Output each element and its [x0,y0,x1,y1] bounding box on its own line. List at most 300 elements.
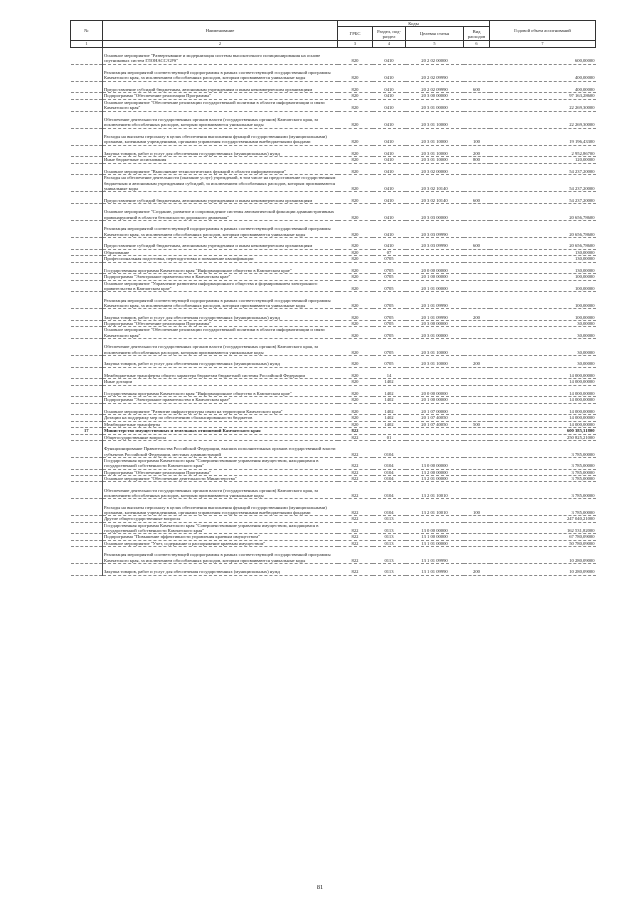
row-section: 0705 [373,309,406,321]
row-number [71,175,103,192]
row-kind [464,111,490,128]
row-number [71,356,103,368]
row-section: 0705 [373,339,406,356]
row-kind: 200 [464,309,490,321]
row-number [71,499,103,516]
row-amount: 2 952,86700 [490,145,596,157]
row-amount: 97 163,28600 [490,93,596,99]
row-article: 20 1 01 00000 [406,280,464,292]
row-number [71,99,103,111]
table-row [71,280,596,292]
row-section: 01 [373,434,406,440]
row-name: Расходы на выплаты персоналу в целях обеспечения выполнения функций государственными (муниципальными) органами, казенными учреждениями, органами управления государственными внебюджетными фондами [103,128,338,145]
row-amount: 130,00000 [490,262,596,274]
table-row [71,403,596,415]
row-number [71,163,103,175]
row-amount: 19 196,43300 [490,128,596,145]
row-name: Государственная программа Камчатского края "Информационное общество в Камчатском крае" [103,385,338,397]
row-name: Предоставление субсидий бюджетным, автономным учреждениям и иным некоммерческим организациям [103,192,338,204]
row-grbs: 820 [338,47,373,64]
table-row [71,163,596,175]
row-amount: 20 656,78600 [490,204,596,221]
row-article: 20 1 00 00000 [406,397,464,403]
row-amount: 600,00000 [490,47,596,64]
row-amount: 22 269,30000 [490,99,596,111]
row-article: 20 2 02 09990 [406,64,464,81]
row-kind [464,522,490,534]
row-name: Реализация мероприятий соответствующей подпрограммы в рамках соответствующей государственной программы Камчатского края, за исключением обособленных расходов, которым присваиваются уникальные коды [103,292,338,309]
table-row [71,367,596,379]
row-section: 0104 [373,482,406,499]
row-name: Образование [103,249,338,255]
row-section: 0113 [373,564,406,576]
row-amount: 3 785,00000 [490,469,596,475]
row-number [71,457,103,469]
row-grbs: 822 [338,457,373,469]
row-amount: 100,00000 [490,292,596,309]
row-article: 20 1 07 40050 [406,421,464,427]
row-kind [464,547,490,564]
row-article: 20 1 07 40050 [406,415,464,421]
row-section: 0410 [373,192,406,204]
row-grbs: 820 [338,64,373,81]
row-amount: 400,00000 [490,81,596,93]
row-section: 0705 [373,292,406,309]
row-amount: 250 825,21000 [490,434,596,440]
row-name: Основное мероприятие "Создание, развитие и сопровождение системы автоматической фиксации административных правонарушений в области безопасности дорожного движения" [103,204,338,221]
row-article: 20 1 07 00000 [406,403,464,415]
row-amount: 3 785,00000 [490,440,596,457]
row-article: 20 3 01 10000 [406,356,464,368]
row-article: 20 3 01 00000 [406,99,464,111]
row-grbs: 822 [338,499,373,516]
row-grbs: 822 [338,482,373,499]
row-kind [464,221,490,238]
header-codes: Коды [338,21,490,27]
row-section: 0113 [373,516,406,522]
row-amount: 20 656,78600 [490,238,596,250]
row-amount: 14 000,00000 [490,415,596,421]
row-kind [464,262,490,274]
row-number [71,81,103,93]
table-row [71,64,596,81]
row-grbs: 820 [338,128,373,145]
row-name: Иные бюджетные ассигнования [103,157,338,163]
row-section: 0410 [373,47,406,64]
row-kind [464,292,490,309]
row-grbs: 822 [338,440,373,457]
row-article: 20 3 01 10000 [406,157,464,163]
row-amount: 30,00000 [490,320,596,326]
row-grbs: 822 [338,469,373,475]
row-name: Функционирование Правительства Российской Федерации, высших исполнительных органов государственной власти субъектов Российской Федерации, местных администраций [103,440,338,457]
row-grbs: 820 [338,111,373,128]
row-kind [464,47,490,64]
row-amount: 14 000,00000 [490,385,596,397]
table-row [71,309,596,321]
row-name: Основное мероприятие "Управление развитием информационного общества и формированием электронного правительства в Камчатском крае" [103,280,338,292]
row-section: 14 [373,367,406,379]
row-kind: 600 [464,81,490,93]
row-number [71,204,103,221]
row-grbs: 820 [338,262,373,274]
row-grbs: 820 [338,367,373,379]
row-kind [464,385,490,397]
row-number [71,564,103,576]
row-article: 20 3 03 09990 [406,238,464,250]
row-section: 0410 [373,175,406,192]
header-grbs: ГРБС [338,27,373,41]
row-kind: 500 [464,421,490,427]
row-number [71,221,103,238]
row-grbs: 820 [338,93,373,99]
row-amount: 400,00000 [490,64,596,81]
header-num: № [71,21,103,41]
row-section: 0705 [373,262,406,274]
row-grbs: 820 [338,81,373,93]
row-article [406,367,464,379]
row-amount: 20 656,78600 [490,221,596,238]
row-section: 0104 [373,440,406,457]
row-grbs: 820 [338,327,373,339]
row-name: Основное мероприятие "Развертывание и модернизация системы высокоточного позиционирования на основе спутниковых систем ГЛОНАСС/GPS" [103,47,338,64]
row-kind [464,440,490,457]
col-number: 7 [490,41,596,47]
row-amount: 3 785,00000 [490,457,596,469]
row-name: Подпрограмма "Обеспечение реализации Программы" [103,93,338,99]
row-grbs: 820 [338,397,373,403]
row-grbs: 820 [338,157,373,163]
row-kind: 200 [464,356,490,368]
row-section: 0705 [373,274,406,280]
row-kind [464,99,490,111]
table-row [71,292,596,309]
row-name: Реализация мероприятий соответствующей подпрограммы в рамках соответствующей государственной программы Камчатского края, за исключением обособленных расходов, которым присваиваются уникальные коды [103,221,338,238]
row-grbs: 820 [338,309,373,321]
row-name: Государственная программа Камчатского края "Информационное общество в Камчатском крае" [103,262,338,274]
row-amount: 50 780,09000 [490,540,596,546]
row-name: Министерство имущественных и земельных отношений Камчатского края [103,428,338,434]
row-name: Иные дотации [103,379,338,385]
row-name: Подпрограмма "Повышение эффективности управления краевым имуществом" [103,534,338,540]
row-amount: 14 000,00000 [490,379,596,385]
row-grbs: 822 [338,434,373,440]
row-article: 13 2 01 10010 [406,499,464,516]
table-row [71,238,596,250]
row-name: Подпрограмма "Обеспечение реализации Программы" [103,320,338,326]
row-name: Основное мероприятие "Учет, содержание и распоряжение краевым имуществом" [103,540,338,546]
row-section: 1402 [373,385,406,397]
row-section: 0705 [373,256,406,262]
row-section: 0104 [373,499,406,516]
row-grbs: 822 [338,475,373,481]
row-name: Подпрограмма "Обеспечение реализации Программы" [103,469,338,475]
row-section: 1402 [373,415,406,421]
row-name: Подпрограмма "Электронное правительство в Камчатском крае" [103,397,338,403]
table-row [71,327,596,339]
row-name: Обеспечение деятельности государственных органов власти (государственных органов) Камчатского края, за исключением обособленных расходов, которым присваиваются уникальные коды [103,111,338,128]
col-number: 6 [464,41,490,47]
row-article: 13 1 00 00000 [406,534,464,540]
row-section: 1402 [373,421,406,427]
row-amount: 54 237,20000 [490,192,596,204]
table-row [71,175,596,192]
row-section: 0410 [373,204,406,221]
row-number [71,522,103,534]
table-row [71,99,596,111]
row-section: 0410 [373,128,406,145]
row-amount: 67 780,09000 [490,534,596,540]
header-section: Раздел, под-раздел [373,27,406,41]
row-name: Расходы на обеспечение деятельности (оказание услуг) учреждений, в том числе на предоставление государственным бюджетным и автономным учреждениям субсидий, за исключением обособленных расходов, которым присваиваются уникальные коды [103,175,338,192]
row-article: 20 3 03 09990 [406,221,464,238]
row-kind [464,64,490,81]
row-grbs: 820 [338,204,373,221]
row-grbs: 820 [338,379,373,385]
row-kind: 600 [464,238,490,250]
row-kind: 800 [464,157,490,163]
row-name: Закупка товаров, работ и услуг для обеспечения государственных (муниципальных) нужд [103,145,338,157]
row-name: Межбюджетные трансферты [103,421,338,427]
row-grbs: 822 [338,547,373,564]
row-section: 0410 [373,221,406,238]
row-kind: 100 [464,128,490,145]
row-number [71,339,103,356]
table-row [71,47,596,64]
row-grbs: 822 [338,516,373,522]
row-grbs: 820 [338,221,373,238]
row-amount: 14 000,00000 [490,367,596,379]
row-number [71,64,103,81]
row-section: 0705 [373,280,406,292]
row-grbs: 820 [338,145,373,157]
page-number: 81 [316,884,324,891]
table-row [71,204,596,221]
header-name: Наименование [103,21,338,41]
row-article: 13 0 00 00000 [406,522,464,534]
row-section: 0113 [373,540,406,546]
row-number [71,327,103,339]
row-name: Общегосударственные вопросы [103,434,338,440]
row-section: 0410 [373,93,406,99]
table-row [71,81,596,93]
row-article: 20 3 01 10000 [406,128,464,145]
row-article: 20 3 01 10000 [406,111,464,128]
row-amount: 100,00000 [490,274,596,280]
row-number [71,547,103,564]
row-amount: 54 237,20000 [490,175,596,192]
col-number: 2 [103,41,338,47]
row-section: 07 [373,249,406,255]
row-section: 0104 [373,457,406,469]
row-amount: 100,00000 [490,280,596,292]
row-section: 0113 [373,522,406,534]
row-article: 20 3 02 00000 [406,163,464,175]
row-article: 20 1 01 09990 [406,292,464,309]
row-number [71,192,103,204]
row-kind [464,204,490,221]
row-amount: 100,00000 [490,309,596,321]
row-grbs: 820 [338,320,373,326]
row-article: 20 3 02 10140 [406,175,464,192]
row-name: Закупка товаров, работ и услуг для обеспечения государственных (муниципальных) нужд [103,356,338,368]
row-name: Межбюджетные трансферты общего характера бюджетам бюджетной системы Российской Федерации [103,367,338,379]
row-grbs: 820 [338,280,373,292]
row-amount: 30,00000 [490,339,596,356]
row-grbs: 822 [338,540,373,546]
row-kind [464,367,490,379]
col-number: 4 [373,41,406,47]
row-amount: 3 785,00000 [490,482,596,499]
row-amount: 120,00000 [490,157,596,163]
row-kind [464,403,490,415]
table-row [71,262,596,274]
row-name: Обеспечение деятельности государственных органов власти (государственных органов) Камчатского края, за исключением обособленных расходов, которым присваиваются уникальные коды [103,339,338,356]
row-amount: 10 280,09000 [490,564,596,576]
col-number: 5 [406,41,464,47]
row-number [71,111,103,128]
row-kind [464,163,490,175]
row-amount: 130,00000 [490,256,596,262]
row-kind [464,327,490,339]
row-amount: 10 280,09000 [490,547,596,564]
row-name: Другие общегосударственные вопросы [103,516,338,522]
table-row [71,522,596,534]
table-row [71,145,596,157]
row-kind: 200 [464,564,490,576]
row-number [71,47,103,64]
table-row [71,339,596,356]
row-section: 0113 [373,534,406,540]
row-number [71,262,103,274]
row-number: 17 [71,428,103,434]
row-section: 1402 [373,397,406,403]
row-article: 20 0 00 00000 [406,262,464,274]
row-amount: 162 531,82000 [490,522,596,534]
row-number [71,403,103,415]
row-name: Расходы на выплаты персоналу в целях обеспечения выполнения функций государственными (муниципальными) органами, казенными учреждениями, органами управления государственными внебюджетными фондами [103,499,338,516]
row-article: 20 3 03 00000 [406,204,464,221]
row-name: Реализация мероприятий соответствующей подпрограммы в рамках соответствующей государственной программы Камчатского края, за исключением обособленных расходов, которым присваиваются уникальные коды [103,64,338,81]
row-number [71,238,103,250]
row-section: 0104 [373,469,406,475]
row-grbs: 820 [338,175,373,192]
row-name: Профессиональная подготовка, переподготовка и повышение квалификации [103,256,338,262]
row-section: 0410 [373,64,406,81]
row-section: 1402 [373,379,406,385]
row-grbs: 822 [338,534,373,540]
table-row [71,547,596,564]
row-article: 13 1 01 09990 [406,547,464,564]
row-name: Дотации на поддержку мер по обеспечению сбалансированности бюджетов [103,415,338,421]
row-number [71,385,103,397]
row-grbs: 822 [338,564,373,576]
row-name: Государственная программа Камчатского края "Совершенствование управления имуществом, находящимся в государственной собственности Камчатского края" [103,522,338,534]
row-amount: 3 785,00000 [490,499,596,516]
row-name: Основное мероприятие "Развитие инфраструктуры связи на территории Камчатского края" [103,403,338,415]
row-kind [464,175,490,192]
row-name: Основное мероприятие "Обеспечение реализации государственной политики в области информатизации и связи Камчатского края" [103,99,338,111]
table-body [71,47,596,575]
row-grbs: 820 [338,163,373,175]
col-number: 3 [338,41,373,47]
row-article: 20 3 02 10140 [406,192,464,204]
row-name: Государственная программа Камчатского края "Совершенствование управления имуществом, находящимся в государственной собственности Камчатского края" [103,457,338,469]
table-row [71,128,596,145]
row-article: 13 0 00 00000 [406,457,464,469]
row-number [71,440,103,457]
row-kind: 600 [464,192,490,204]
row-article: 20 3 00 00000 [406,93,464,99]
row-grbs: 820 [338,192,373,204]
row-section: 0410 [373,99,406,111]
row-name: Обеспечение деятельности государственных органов власти (государственных органов) Камчатского края, за исключением обособленных расходов, которым присваиваются уникальные коды [103,482,338,499]
row-number [71,280,103,292]
row-amount: 3 785,00000 [490,475,596,481]
row-section: 0705 [373,320,406,326]
table-row [71,221,596,238]
row-grbs: 822 [338,522,373,534]
row-amount: 14 000,00000 [490,397,596,403]
row-grbs: 820 [338,403,373,415]
row-number [71,145,103,157]
table-row [71,482,596,499]
row-grbs: 820 [338,274,373,280]
row-grbs: 820 [338,339,373,356]
row-section: 0705 [373,356,406,368]
row-section: 0410 [373,111,406,128]
row-article: 20 3 00 00000 [406,320,464,326]
table-row [71,499,596,516]
header-kind: Вид расходов [464,27,490,41]
row-article: 13 2 00 00000 [406,469,464,475]
row-name: Основное мероприятие "Обеспечение деятельности Министерства" [103,475,338,481]
row-name: Реализация мероприятий соответствующей подпрограммы в рамках соответствующей государственной программы Камчатского края, за исключением обособленных расходов, которым присваиваются уникальные коды [103,547,338,564]
row-name: Закупка товаров, работ и услуг для обеспечения государственных (муниципальных) нужд [103,564,338,576]
row-grbs: 820 [338,415,373,421]
row-name: Основное мероприятие "Обеспечение реализации государственной политики в области информатизации и связи Камчатского края" [103,327,338,339]
row-article: 20 3 01 10000 [406,339,464,356]
row-name: Подпрограмма "Электронное правительство в Камчатском крае" [103,274,338,280]
row-kind [464,457,490,469]
table-row [71,564,596,576]
row-section: 0410 [373,238,406,250]
row-section: 0705 [373,327,406,339]
row-amount: 22 269,30000 [490,111,596,128]
row-article: 13 1 01 00000 [406,540,464,546]
row-article: 20 0 00 00000 [406,385,464,397]
table-row [71,440,596,457]
row-section: 0410 [373,145,406,157]
row-section: 0113 [373,547,406,564]
budget-table [70,20,596,576]
row-article: 20 3 01 00000 [406,327,464,339]
row-name: Основное мероприятие "Выполнение технологических функций в области информатизации" [103,163,338,175]
row-grbs: 820 [338,238,373,250]
row-article: 13 2 01 00000 [406,475,464,481]
row-article: 13 2 01 10010 [406,482,464,499]
row-section: 0410 [373,81,406,93]
row-article: 20 1 01 09990 [406,309,464,321]
row-grbs: 820 [338,385,373,397]
row-grbs: 820 [338,249,373,255]
row-grbs: 820 [338,356,373,368]
row-amount: 30,00000 [490,356,596,368]
row-article: 13 1 01 09990 [406,564,464,576]
row-grbs: 820 [338,99,373,111]
row-number [71,482,103,499]
row-amount: 54 237,20000 [490,163,596,175]
